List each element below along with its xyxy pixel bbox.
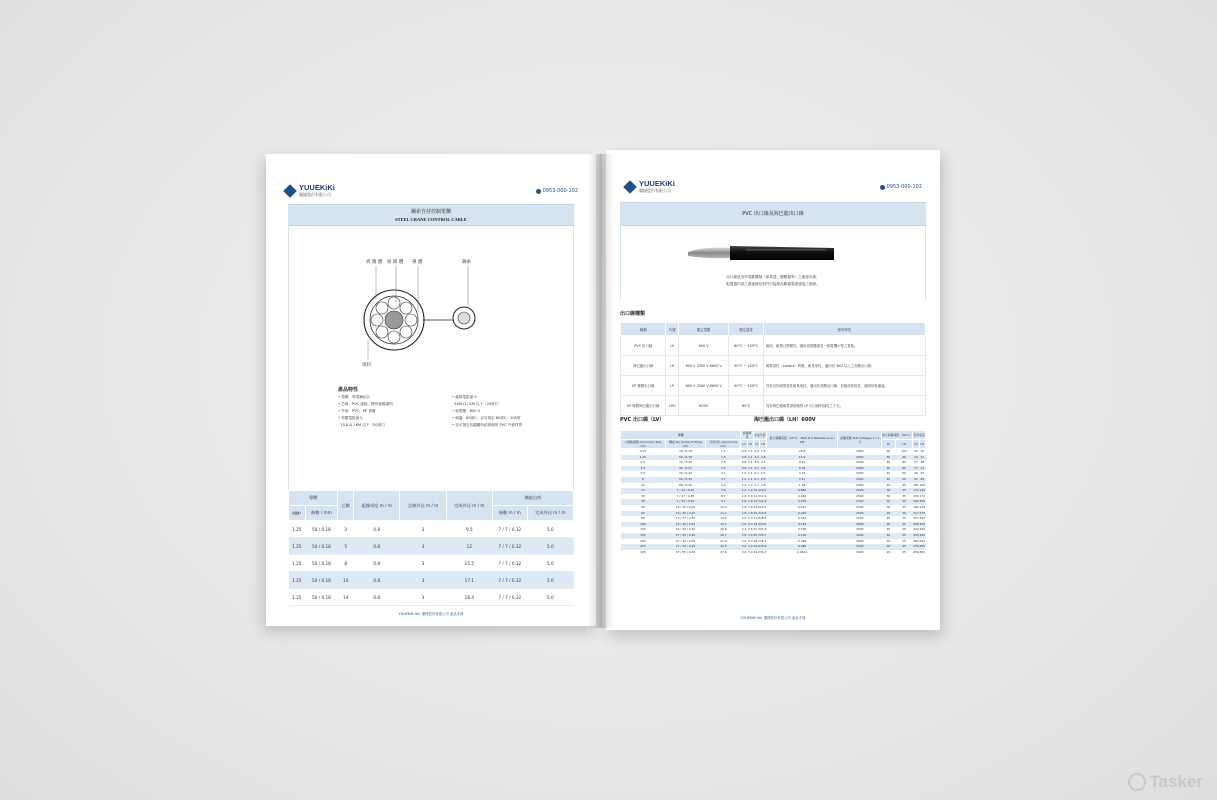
cube-logo-icon	[623, 180, 637, 194]
steel-crane-cable-table: 導體 芯數 絕緣厚度 m / m 芯線外徑 m / m 完成外徑 m / m 鋼索自持 MM² 條數 / mm 條數 m / m 完成外徑 m / m 1.25 50 / 0.18 3 0.8 3 9.5 7 / 7 / 0.32 5.0 1.25 50 / 0.18 5 0.8 3 12 7 / 7 / 0.32 5.0 1.25 50 / 0.18 8 0.8 3 15.5 7 / 7 / 0.32 5.0 1.25 50 / 0.18 10 0.8 3 17.1 7 / 7 / 0.32 5.0 1.25 50 / 0.18 14 0.8 3 18.4 7 / 7 / 0.32 5.0	[288, 490, 574, 606]
table-row: 0.75 30 / 0.18 1.2 0.8 1.1 2.8 3.5 25.8 2000 60 100 15 16	[639, 449, 925, 453]
table-row: 100 19 / 34 / 0.45 15.1 2.0 2.3 19.2 20.0 0.193 3000 20 25 298 390	[621, 522, 926, 528]
diagram-label-filler: 填料	[362, 363, 371, 368]
table-row: 1.25 50 / 0.18 3 0.8 3 9.5 7 / 7 / 0.32 5.0	[289, 521, 574, 538]
table-row: 38 7 / 34 / 0.45 9.1 1.6 1.8 12.7 12.9 0.526 2500 30 35 162 200	[621, 499, 926, 505]
table-row: 325 37 / 55 / 0.45 27.6 3.0 3.0 34.2 34.2 0.0614 3000 20 25 659 800	[640, 549, 926, 554]
cable-caption: 出口線是用作電動機械（如馬達、變壓器等）之連接引線， 配置器內部之連接線及對外引接線為聯通電流連接之配線。	[726, 275, 820, 286]
cable-cross-section-diagram	[356, 252, 506, 372]
left-page-title: 鋼索自持控制電纜 STEEL CRANE CONTROL CABLE	[288, 204, 574, 226]
right-page-title: PVC 出口線及海巴龍出口線	[620, 202, 926, 226]
section-title-lh: 海巴龍出口線（LH）600V	[754, 417, 816, 423]
phone-icon	[536, 189, 541, 194]
table-row: 30 7 / 27 / 0.45 8.1 1.6 1.8 11.3 11.9 0.661 2500 30 35 139 170	[641, 493, 926, 498]
left-footer: YUUEKiKi ltd. 優捷股份有限公司 產品手冊	[398, 612, 464, 616]
tasker-logo-icon	[1128, 773, 1146, 791]
table-row: 1.25 50 / 0.18 10 0.8 3 17.1 7 / 7 / 0.32 5.0	[289, 572, 574, 589]
table-row: EP 橡膠出口線 LP 600 V 3300 V 6600 V 90°C ~ 100°C 具有良好耐電暈性耐臭氧性，適用於高壓出口線，但耐油性較差，適用於乾燥處。	[621, 376, 926, 396]
right-footer: YUUEKiKi ltd. 優捷股份有限公司 產品手冊	[740, 616, 806, 620]
diagram-label-insulation: 絕 緣 體	[387, 260, 404, 265]
table-row: PVC 出口線 LV 600 V 60°C ~ 105°C 耐油，耐熱且堅韌性，適用低電壓面及一般電機小型之電極。	[621, 336, 926, 356]
features-title: 產品特性	[338, 387, 359, 393]
diagram-label-conductor: 導 體	[412, 260, 423, 265]
right-page	[606, 150, 940, 630]
table-row: 1.25 50 / 0.18 8 0.8 3 15.5 7 / 7 / 0.32 5.0	[289, 555, 574, 572]
features-right: • 絕緣電阻最小： 50M Ω / KM 以下（20度C） • 耐電壓：600 V • 耐溫：60度C，亦可指定 80度C，105度 • 亦可指定長纜繩有結固耐用 PVC 外被材質	[452, 395, 523, 427]
brochure-spread	[266, 150, 940, 630]
left-header	[284, 184, 578, 204]
lead-wire-spec-table: 導體 絕緣厚度 完成外徑 最大導體電阻（20°C） MAX.D.C Resistance Ω / KM 試驗電壓 Test Voltages V / 1 分 最小絕緣電阻（20°C） 容許電流 公稱截面積 Conductor Size mm 構成 No. & Dia of Wires mm 外徑(約) Approx Dia mm LV LH LV LH LV LH LV LH 0.75 30 / 0.18 1.2 0.8 1.1 2.8 3.5 25.8 2000 60 100 15 16 1.25 50 / 0.18 1.5 0.8 1.1 3.1 3.8 15.5 2000 60 90 19 21 2.0 37 / 0.26 1.8 0.8 1.1 3.4 4.1 9.91 2000 60 80 27 28 3.5 45 / 0.32 2.5 0.8 1.1 4.1 4.8 5.38 2000 40 65 37 41 5.5 70 / 0.32 3.1 1.0 1.1 5.1 5.4 3.33 2000 40 55 49 55 8 50 / 0.45 3.7 1.2 1.1 6.1 6.0 2.41 2000 40 50 61 69 14 88 / 0.45 4.9 1.4 1.4 7.7 7.8 1.38 2000 40 45 88 100 22 7 / 20 / 0.45 7.9 1.4 1.4 10.1 10.0 0.882 2000 30 35 115 140 30 7 / 27 / 0.45 8.1 1.6 1.8 11.3 11.9 0.661 2500 30 35 139 170 38 7 / 34 / 0.45 9.1 1.6 1.8 12.7 12.9 0.526 2500 30 35 162 200 50 19 / 16 / 0.45 10.4 1.8 1.8 14.0 14.2 0.411 2500 30 35 190 235 60 19 / 20 / 0.45 11.7 1.8 1.8 15.3 15.5 0.329 2500 20 30 217 270 80 19 / 27 / 0.45 13.4 2.0 2.3 17.9 18.5 0.243 3000 20 30 257 335 100 19 / 34 / 0.45 15.1 2.0 2.3 19.2 20.0 0.193 3000 20 25 298 390 125 19 / 42 / 0.45 16.8 2.2 2.5 21.2 21.8 0.156 3000 20 25 344 445 150 27 / 34 / 0.45 18.7 3.0 3.0 25.7 25.7 0.136 3000 20 25 395 490 200 37 / 34 / 0.45 21.4 3.0 3.0 28.1 28.3 0.099 3000 20 25 469 595 250 27 / 34 / 0.45 19.5 3.0 3.0 29.6 30.8 0.080 3000 20 25 536 680 325 37 / 55 / 0.45 27.6 3.0 3.0 34.2 34.2 0.0614 3000 20 25 659 800	[620, 430, 926, 555]
table-row: 5.5 70 / 0.32 3.1 1.0 1.1 5.1 5.4 3.33 2000 40 55 49 55	[640, 471, 925, 476]
right-header	[624, 180, 922, 200]
table-row: 海巴龍出口線 LH 600 V 3300 V 6600 V 90°C ~ 100°C 耐電暈性（corona）特優，耐臭氧性，適用於 3KV 以上之高壓出口線。	[621, 356, 926, 376]
diagram-label-steel: 鋼索	[462, 260, 471, 265]
table-row: 125 19 / 42 / 0.45 16.8 2.2 2.5 21.2 21.8 0.156 3000 20 25 344 445	[640, 527, 926, 532]
section-title-lv: PVC 出口線（LV）	[620, 417, 665, 423]
features-left: • 導體：導電銅絞合 • 芯線：PVC 絕緣，標有號碼識別 • 外被：PVC，PE 被覆 • 導體電阻最大： 15.8 Ω / KM 以下（20度C）	[338, 395, 393, 427]
cable-photo	[686, 238, 836, 268]
cube-logo-icon	[283, 184, 297, 198]
table-row: 1.25 50 / 0.18 1.5 0.8 1.1 3.1 3.8 15.5 2000 60 90 19 21	[621, 455, 926, 461]
table-row: 1.25 50 / 0.18 5 0.8 3 12 7 / 7 / 0.32 5.0	[289, 538, 574, 555]
table-row: 150 27 / 34 / 0.45 18.7 3.0 3.0 25.7 25.7 0.136 3000 20 25 395 490	[621, 533, 926, 539]
diagram-label-sheath: 被 覆 體	[366, 260, 383, 265]
phone-number: 0953-000-102	[536, 188, 578, 194]
lead-wire-types-table: 種類 代號 額定電壓 額定溫度 使用特性 PVC 出口線 LV 600 V 60°C ~ 105°C 耐油，耐熱且堅韌性，適用低電壓面及一般電機小型之電極。 海巴龍出口線 LH 600 V 3300 V 6600 V 90°C ~ 100°C 耐電暈性（corona）特優，耐臭氧性，適用於 3KV 以上之高壓出口線。 EP 橡膠出口線 LP 600 V 3300 V 6600 V 90°C ~ 100°C 具有良好耐電暈性耐臭氧性，適用於高壓出口線，但耐油性較差，適用於乾燥處。 EP 橡膠海巴龍出口線 LPH 600V 85°C 具有海巴龍耐電暈的硬質 LP 出口線的純性之不足。	[620, 322, 926, 416]
table-row: 50 19 / 16 / 0.45 10.4 1.8 1.8 14.0 14.2 0.411 2500 30 35 190 235	[641, 504, 926, 509]
table-row: 3.5 45 / 0.32 2.5 0.8 1.1 4.1 4.8 5.38 2000 40 65 37 41	[621, 466, 926, 472]
phone-icon	[880, 185, 885, 190]
table-row: 22 7 / 20 / 0.45 7.9 1.4 1.4 10.1 10.0 0.882 2000 30 35 115 140	[621, 488, 926, 494]
phone-number: 0953-000-102	[880, 184, 922, 190]
left-page	[266, 154, 596, 626]
table-row: 2.0 37 / 0.26 1.8 0.8 1.1 3.4 4.1 9.91 2000 60 80 27 28	[640, 460, 925, 465]
table-row: 8 50 / 0.45 3.7 1.2 1.1 6.1 6.0 2.41 2000 40 50 61 69	[621, 477, 926, 483]
table-row: 250 27 / 34 / 0.45 19.5 3.0 3.0 29.6 30.8 0.080 3000 20 25 536 680	[621, 544, 926, 550]
book-gutter	[588, 154, 614, 628]
table-row: 80 19 / 27 / 0.45 13.4 2.0 2.3 17.9 18.5 0.243 3000 20 30 257 335	[641, 516, 926, 521]
table-row: EP 橡膠海巴龍出口線 LPH 600V 85°C 具有海巴龍耐電暈的硬質 LP 出口線的純性之不足。	[621, 396, 926, 416]
table-row: 1.25 50 / 0.18 14 0.8 3 18.4 7 / 7 / 0.32 5.0	[289, 589, 574, 606]
section-title-types: 出口線種類	[620, 311, 646, 317]
brand-logo: YUUEKiKi 優捷股份有限公司	[284, 184, 335, 198]
table-row: 200 37 / 34 / 0.45 21.4 3.0 3.0 28.1 28.3 0.099 3000 20 25 469 595	[640, 538, 926, 543]
table-row: 14 88 / 0.45 4.9 1.4 1.4 7.7 7.8 1.38 2000 40 45 88 100	[641, 482, 926, 487]
tasker-watermark: Tasker	[1128, 772, 1203, 792]
brand-logo: YUUEKiKi 優捷股份有限公司	[624, 180, 675, 194]
table-row: 60 19 / 20 / 0.45 11.7 1.8 1.8 15.3 15.5 0.329 2500 20 30 217 270	[621, 511, 926, 517]
